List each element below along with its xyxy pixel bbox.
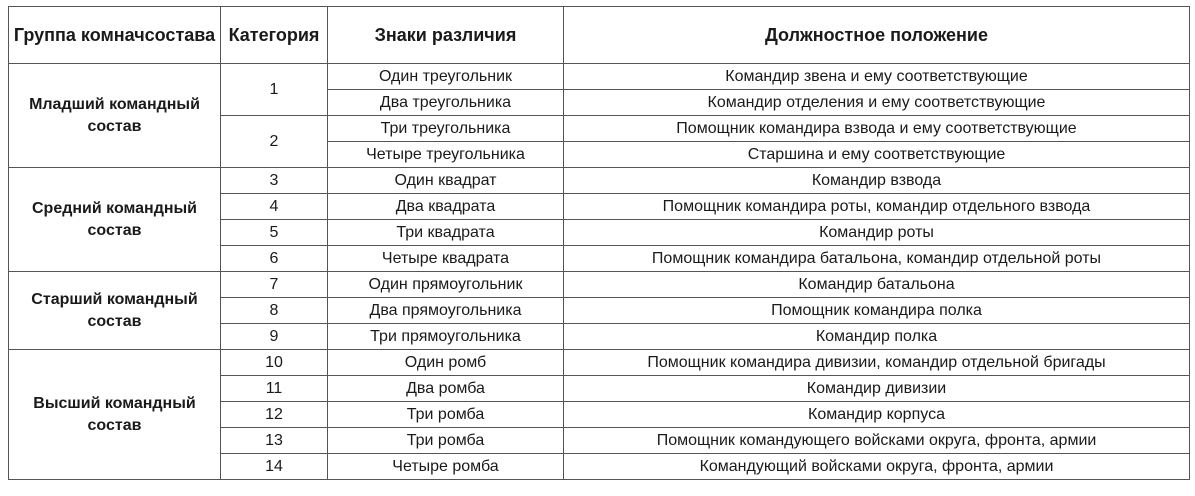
header-group: Группа комначсостава [9, 7, 221, 64]
insignia-cell: Один квадрат [328, 168, 564, 194]
insignia-cell: Четыре квадрата [328, 246, 564, 272]
position-cell: Командир отделения и ему соответствующие [564, 90, 1190, 116]
insignia-cell: Четыре ромба [328, 454, 564, 480]
header-row [9, 7, 1190, 64]
category-cell: 13 [221, 428, 328, 454]
insignia-cell: Три квадрата [328, 220, 564, 246]
category-cell: 1 [221, 64, 328, 116]
position-cell: Командир роты [564, 220, 1190, 246]
ranks-table [8, 6, 1190, 480]
group-cell: Средний командный состав [9, 168, 221, 272]
insignia-cell: Два ромба [328, 376, 564, 402]
header-position: Должностное положение [564, 7, 1190, 64]
insignia-cell: Три треугольника [328, 116, 564, 142]
category-cell: 3 [221, 168, 328, 194]
header-category: Категория [221, 7, 328, 64]
insignia-cell: Три ромба [328, 402, 564, 428]
header-insignia: Знаки различия [328, 7, 564, 64]
insignia-cell: Один ромб [328, 350, 564, 376]
position-cell: Помощник командира батальона, командир отдельной роты [564, 246, 1190, 272]
position-cell: Помощник командира роты, командир отдельного взвода [564, 194, 1190, 220]
category-cell: 7 [221, 272, 328, 298]
position-cell: Старшина и ему соответствующие [564, 142, 1190, 168]
category-cell: 2 [221, 116, 328, 168]
position-cell: Командир корпуса [564, 402, 1190, 428]
position-cell: Командир батальона [564, 272, 1190, 298]
insignia-cell: Один треугольник [328, 64, 564, 90]
category-cell: 9 [221, 324, 328, 350]
category-cell: 6 [221, 246, 328, 272]
table-row [9, 168, 1190, 194]
position-cell: Командир звена и ему соответствующие [564, 64, 1190, 90]
insignia-cell: Один прямоугольник [328, 272, 564, 298]
category-cell: 14 [221, 454, 328, 480]
insignia-cell: Три ромба [328, 428, 564, 454]
position-cell: Командир дивизии [564, 376, 1190, 402]
position-cell: Командир полка [564, 324, 1190, 350]
group-cell: Высший командный состав [9, 350, 221, 480]
category-cell: 10 [221, 350, 328, 376]
category-cell: 12 [221, 402, 328, 428]
category-cell: 5 [221, 220, 328, 246]
insignia-cell: Два квадрата [328, 194, 564, 220]
position-cell: Помощник командующего войсками округа, фронта, армии [564, 428, 1190, 454]
category-cell: 4 [221, 194, 328, 220]
insignia-cell: Четыре треугольника [328, 142, 564, 168]
table-row [9, 350, 1190, 376]
position-cell: Командир взвода [564, 168, 1190, 194]
group-cell: Старший командный состав [9, 272, 221, 350]
insignia-cell: Три прямоугольника [328, 324, 564, 350]
group-cell: Младший командный состав [9, 64, 221, 168]
position-cell: Помощник командира взвода и ему соответствующие [564, 116, 1190, 142]
position-cell: Командующий войсками округа, фронта, армии [564, 454, 1190, 480]
table-row [9, 272, 1190, 298]
insignia-cell: Два треугольника [328, 90, 564, 116]
category-cell: 11 [221, 376, 328, 402]
position-cell: Помощник командира полка [564, 298, 1190, 324]
table-row [9, 64, 1190, 90]
category-cell: 8 [221, 298, 328, 324]
position-cell: Помощник командира дивизии, командир отдельной бригады [564, 350, 1190, 376]
insignia-cell: Два прямоугольника [328, 298, 564, 324]
